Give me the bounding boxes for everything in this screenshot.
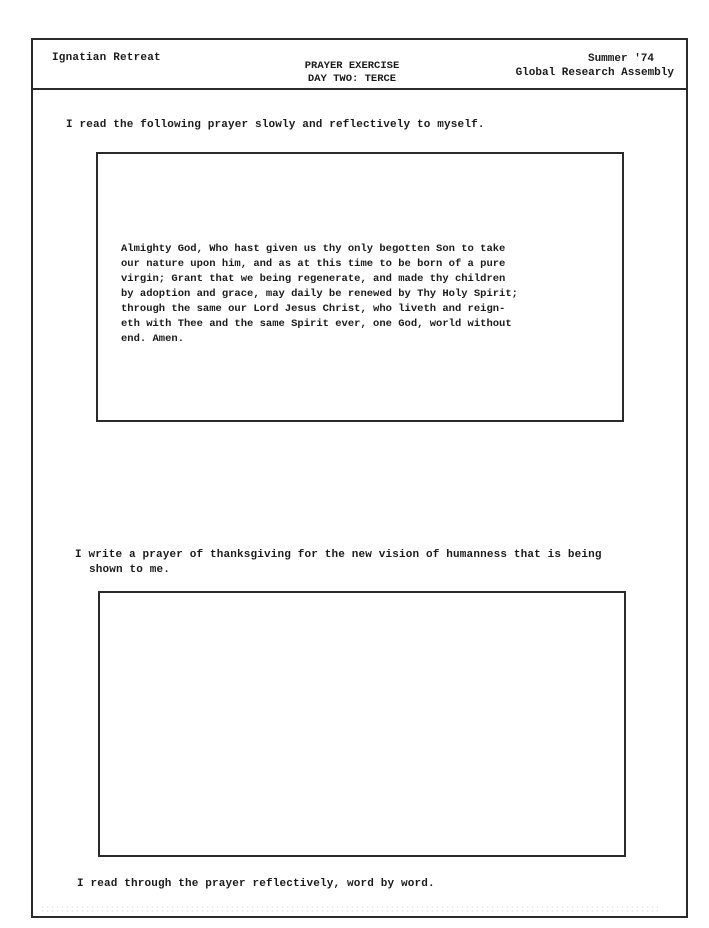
instruction-read-through: I read through the prayer reflectively, word by word. xyxy=(77,878,435,890)
instruction-write-prayer-line1: I write a prayer of thanksgiving for the new vision of humanness that is being xyxy=(75,549,602,561)
instruction-read-slowly: I read the following prayer slowly and reflectively to myself. xyxy=(66,119,485,131)
organization-name: Global Research Assembly xyxy=(515,67,674,79)
exercise-title: PRAYER EXERCISE xyxy=(304,60,400,72)
prayer-box xyxy=(96,152,624,422)
scan-noise xyxy=(40,905,660,913)
session-date: Summer '74 xyxy=(587,53,654,65)
header-divider xyxy=(31,88,688,90)
instruction-write-prayer xyxy=(75,548,675,578)
session-info xyxy=(516,52,674,80)
instruction-write-prayer-line2: shown to me. xyxy=(89,564,171,576)
thanksgiving-prayer-writing-area[interactable] xyxy=(98,591,626,857)
exercise-heading xyxy=(292,60,412,86)
retreat-title: Ignatian Retreat xyxy=(52,52,161,64)
prayer-text: Almighty God, Who hast given us thy only begotten Son to take our nature upon him, and as at this time to be born of a pure virgin; Grant that we being regenerate, and made thy children by adoption and grace, may daily be renewed by Thy Holy Spirit; through the same our Lord Jesus Christ, who liveth and reign- eth with Thee and the same Spirit ever, one God, world without end. Amen. xyxy=(121,243,518,345)
exercise-day: DAY TWO: TERCE xyxy=(307,73,397,85)
